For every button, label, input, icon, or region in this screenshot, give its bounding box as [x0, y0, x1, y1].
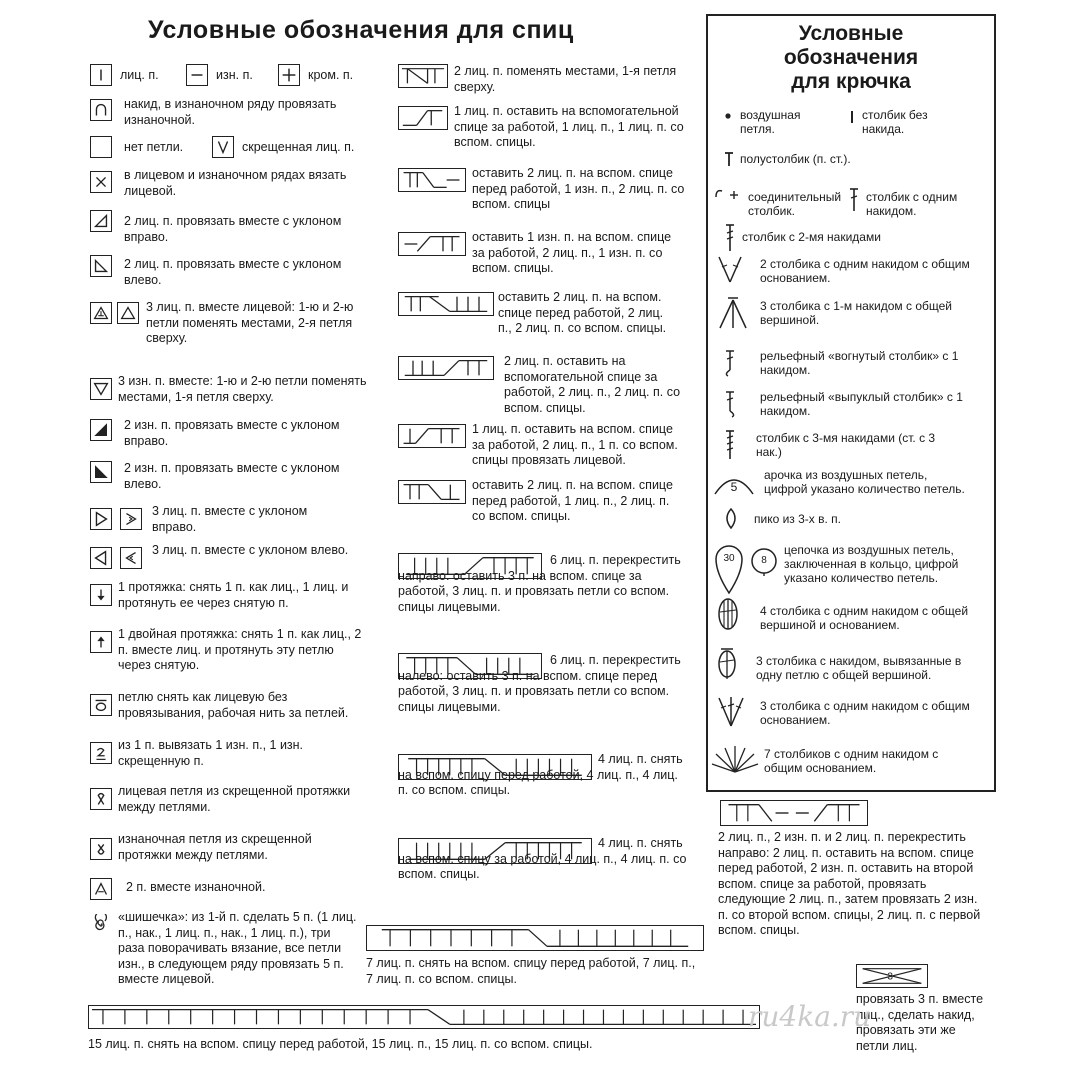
k3tog-left-symbol-a: [90, 547, 112, 569]
cable-6-left-text: 6 лиц. п. перекрестить налево: оставить 3 п. на вспом. спице перед работой, 3 лиц. п. и провязать петли со вспом. спицы лицевыми.: [398, 653, 681, 714]
k3tog-swap-text: 3 лиц. п. вместе лицевой: 1-ю и 2-ю петли поменять местами, 2-я петля сверху.: [146, 300, 354, 345]
crochet-title-line1: Условные: [798, 22, 904, 45]
twisted-bar-purl-text: изнаночная петля из скрещенной протяжки между петлями.: [118, 832, 312, 862]
front-post-icon: [722, 389, 738, 419]
cluster-3-text: 3 столбика с 1-м накидом с общей вершиной.: [760, 299, 952, 327]
double-crochet-text: столбик с одним накидом.: [866, 190, 958, 218]
chain-arch-text: арочка из воздушных петель, цифрой указано количество петель.: [764, 468, 965, 496]
cable-4-back-text: 4 лиц. п. снять на вспом. спицу за работой, 4 лиц. п., 4 лиц. п. со вспом. спицы.: [398, 836, 687, 881]
cluster-3-icon: [716, 296, 750, 330]
k3tog-right-symbol-b: [120, 508, 142, 530]
double-crochet-icon: [848, 186, 860, 212]
purl-stitch-symbol: [186, 64, 208, 86]
p3tog-swap-text: 3 изн. п. вместе: 1-ю и 2-ю петли поменять местами, 1-я петля сверху.: [118, 374, 367, 404]
k3tog-right-text: 3 лиц. п. вместе с уклоном вправо.: [152, 504, 308, 534]
p2tog-symbol: [90, 878, 112, 900]
edge-stitch-label: кром. п.: [308, 68, 354, 82]
double-treble-icon: [724, 428, 736, 460]
p2tog-right-symbol: [90, 419, 112, 441]
cable-2-front-purl-text: оставить 2 лиц. п. на вспом. спице перед работой, 1 изн. п., 2 лиц. п. со вспом. спицы: [472, 166, 685, 211]
cable-purl-back-text: оставить 1 изн. п. на вспом. спице за работой, 2 лиц. п., 1 изн. п. со вспом. спицы.: [472, 230, 672, 275]
twisted-bar-knit-symbol: [90, 788, 112, 810]
pull-double-text: 1 двойная протяжка: снять 1 п. как лиц., 2 п. вместе лиц. и протянуть эту петлю через снятую.: [118, 627, 362, 672]
cable-2-swap-chart: [398, 64, 448, 88]
popcorn-4-icon: [716, 596, 740, 632]
knit-stitch-label: лиц. п.: [120, 68, 159, 82]
k3-pass-text: провязать 3 п. вместе лиц., сделать накид, провязать эти же петли лиц.: [856, 992, 984, 1053]
yarn-over-symbol: [90, 99, 112, 121]
picot-text: пико из 3-х в. п.: [754, 512, 842, 526]
watermark: ru4ka.ru: [748, 1000, 872, 1033]
p2tog-text: 2 п. вместе изнаночной.: [126, 880, 266, 894]
cable-2-front-purl-chart: [398, 168, 466, 192]
k3tog-swap-symbol-a: [90, 302, 112, 324]
knit-legend-title: Условные обозначения для спиц: [148, 16, 574, 44]
single-crochet-text: столбик без накида.: [862, 108, 928, 136]
treble-crochet-icon: [724, 222, 736, 252]
cable-6-right-text: 6 лиц. п. перекрестить направо: оставить 3 п. на вспом. спице за работой, 3 лиц. п. и провязать петли со вспом. спицы лицевыми.: [398, 553, 681, 614]
k3tog-left-symbol-b: [120, 547, 142, 569]
slip-stitch-icon: [712, 185, 742, 203]
knit-both-rows-text: в лицевом и изнаночном рядах вязать лицевой.: [124, 168, 347, 198]
yarn-over-text: накид, в изнаночном ряду провязать изнаночной.: [124, 97, 337, 127]
cable-7-chart: [366, 925, 704, 951]
no-stitch-text: нет петли.: [124, 140, 184, 154]
p3tog-swap-symbol: [90, 378, 112, 400]
twisted-bar-knit-text: лицевая петля из скрещенной протяжки между петлями.: [118, 784, 351, 814]
k3-pass-chart: [856, 964, 928, 988]
fan-7-icon: [710, 744, 760, 774]
cable-2-2-2-text: 2 лиц. п., 2 изн. п. и 2 лиц. п. перекрестить направо: 2 лиц. п. оставить на вспом. спице перед работой, 2 изн. п. оставить на второй вспом. спице за работой, провязать следующие 2 лиц. п., затем провязать 2 изн. п. со второй вспом. спицы, 2 лиц. п. с первой вспом. спицы.: [718, 830, 981, 937]
increase-purl-symbol: [90, 742, 112, 764]
back-post-text: рельефный «вогнутый столбик» с 1 накидом.: [760, 349, 959, 377]
front-post-text: рельефный «выпуклый столбик» с 1 накидом.: [760, 390, 963, 418]
chain-ring-large-number: 30: [723, 553, 735, 564]
half-double-crochet-text: полустолбик (п. ст.).: [740, 152, 851, 166]
crochet-title-line2: обозначения: [783, 46, 919, 69]
p2tog-left-text: 2 изн. п. провязать вместе с уклоном влево.: [124, 461, 340, 491]
cable-2-2-front-chart: [398, 292, 494, 316]
cable-1-back-text-a: 1 лиц. п. оставить на вспомогательной спице за работой, 1 лиц. п., 1 лиц. п. со вспом. спицы.: [454, 104, 684, 149]
pull-one-text: 1 протяжка: снять 1 п. как лиц., 1 лиц. и протянуть ее через снятую п.: [118, 580, 349, 610]
pull-one-symbol: [90, 584, 112, 606]
cable-15-text: 15 лиц. п. снять на вспом. спицу перед работой, 15 лиц. п., 15 лиц. п. со вспом. спицы.: [88, 1037, 593, 1051]
twisted-bar-purl-symbol: [90, 838, 112, 860]
bobble-symbol: [90, 914, 112, 936]
purl-stitch-label: изн. п.: [216, 68, 253, 82]
twisted-knit-text: скрещенная лиц. п.: [242, 140, 355, 154]
puff-3-text: 3 столбика с накидом, вывязанные в одну петлю с общей вершиной.: [756, 654, 962, 682]
increase-purl-text: из 1 п. вывязать 1 изн. п., 1 изн. скрещенную п.: [118, 738, 304, 768]
popcorn-4-text: 4 столбика с одним накидом с общей вершиной и основанием.: [760, 604, 969, 632]
chain-stitch-icon: [724, 112, 732, 120]
svg-text:3: 3: [887, 971, 894, 983]
treble-crochet-text: столбик с 2-мя накидами: [742, 230, 881, 244]
v-stitch-icon: [716, 254, 744, 284]
bobble-text: «шишечка»: из 1-й п. сделать 5 п. (1 лиц. п., нак., 1 лиц. п., нак., 1 лиц. п.), три раза поворачивать вязание, все петли изн., в следующем ряду провязать 5 п. вместе лицевой.: [118, 910, 357, 986]
chain-stitch-text: воздушная петля.: [740, 108, 801, 136]
chain-ring-text: цепочка из воздушных петель, заключенная в кольцо, цифрой указано количество петель.: [784, 543, 959, 585]
chain-arch-number: 5: [730, 480, 738, 494]
cable-purl-back-chart: [398, 232, 466, 256]
shell-3-icon: [716, 694, 746, 728]
k2tog-left-symbol: [90, 255, 112, 277]
fan-7-text: 7 столбиков с одним накидом с общим основанием.: [764, 747, 939, 775]
cable-2-2-front-text: оставить 2 лиц. п. на вспом. спице перед работой, 2 лиц. п., 2 лиц. п. со вспом. спицы.: [498, 290, 667, 335]
puff-3-icon: [716, 646, 738, 682]
cable-2-1-front-text: оставить 2 лиц. п. на вспом. спице перед работой, 1 лиц. п., 2 лиц. п. со вспом. спицы.: [472, 478, 673, 523]
knit-stitch-symbol: [90, 64, 112, 86]
cable-2-2-back-chart: [398, 356, 494, 380]
cable-2-2-2-chart: [720, 800, 868, 826]
p2tog-left-symbol: [90, 461, 112, 483]
cable-1-back-chart: [398, 106, 448, 130]
knit-both-rows-symbol: [90, 171, 112, 193]
double-treble-text: столбик с 3-мя накидами (ст. с 3 нак.): [756, 431, 936, 459]
crochet-title-line3: для крючка: [791, 70, 911, 93]
slip-knitwise-symbol: [90, 694, 112, 716]
no-stitch-symbol: [90, 136, 112, 158]
shell-3-text: 3 столбика с одним накидом с общим основанием.: [760, 699, 970, 727]
cable-1-2-back-chart: [398, 424, 466, 448]
v-stitch-text: 2 столбика с одним накидом с общим основанием.: [760, 257, 970, 285]
edge-stitch-symbol: [278, 64, 300, 86]
k2tog-left-text: 2 лиц. п. провязать вместе с уклоном влево.: [124, 257, 342, 287]
cable-15-chart: [88, 1005, 760, 1029]
cable-2-2-back-text: 2 лиц. п. оставить на вспомогательной спице за работой, 2 лиц. п., 2 лиц. п. со вспом. спицы.: [504, 354, 681, 415]
half-double-crochet-icon: [724, 151, 734, 167]
k3tog-swap-symbol-b: [117, 302, 139, 324]
cable-2-swap-text: 2 лиц. п. поменять местами, 1-я петля сверху.: [454, 64, 677, 94]
cable-2-1-front-chart: [398, 480, 466, 504]
chain-ring-small-number: 8: [761, 555, 767, 566]
cable-1-2-back-text: 1 лиц. п. оставить на вспом. спице за работой, 2 лиц. п., 1 п. со вспом. спицы провязать лицевой.: [472, 422, 678, 467]
back-post-icon: [722, 348, 738, 378]
k3tog-left-text: 3 лиц. п. вместе с уклоном влево.: [152, 543, 349, 557]
chain-ring-large-icon: [714, 537, 744, 595]
cable-7-text: 7 лиц. п. снять на вспом. спицу перед работой, 7 лиц. п., 7 лиц. п. со вспом. спицы.: [366, 956, 696, 986]
picot-icon: [722, 506, 740, 530]
k2tog-right-symbol: [90, 210, 112, 232]
cable-4-front-text: 4 лиц. п. снять на вспом. спицу перед работой, 4 лиц. п., 4 лиц. п. со вспом. спицы.: [398, 752, 683, 797]
slip-stitch-text: соединительный столбик.: [748, 190, 842, 218]
slip-knitwise-text: петлю снять как лицевую без провязывания, рабочая нить за петлей.: [118, 690, 349, 720]
single-crochet-icon: [848, 110, 856, 124]
k3tog-right-symbol-a: [90, 508, 112, 530]
p2tog-right-text: 2 изн. п. провязать вместе с уклоном вправо.: [124, 418, 340, 448]
pull-double-symbol: [90, 631, 112, 653]
k2tog-right-text: 2 лиц. п. провязать вместе с уклоном вправо.: [124, 214, 342, 244]
twisted-knit-symbol: [212, 136, 234, 158]
